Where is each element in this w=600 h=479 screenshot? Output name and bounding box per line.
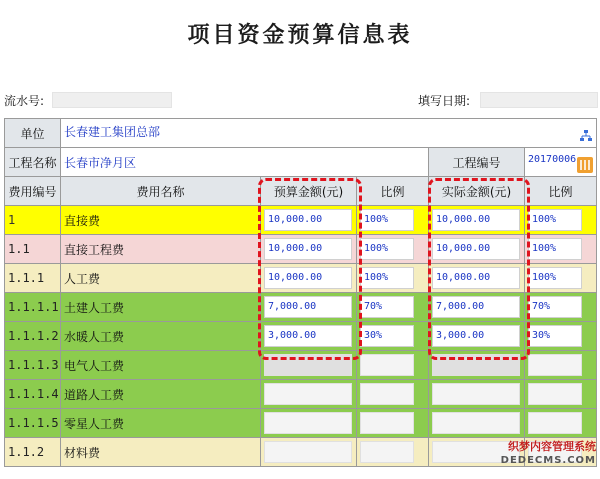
budget-amount-input[interactable]: 7,000.00	[264, 296, 352, 318]
serial-label: 流水号:	[4, 94, 45, 108]
row-name: 人工费	[61, 264, 261, 293]
project-name-value[interactable]: 长春市净月区	[64, 155, 137, 170]
table-row	[5, 235, 597, 264]
row-code: 1.1.1.1	[5, 293, 61, 322]
actual-ratio-input[interactable]: 30%	[528, 325, 582, 347]
actual-amount-input[interactable]	[432, 412, 520, 434]
budget-amount-input[interactable]	[264, 354, 352, 376]
watermark	[501, 440, 596, 468]
col-actual-header: 实际金额(元)	[429, 177, 525, 206]
col-name-header: 费用名称	[61, 177, 261, 206]
project-name-cell[interactable]	[61, 148, 429, 177]
row-code: 1.1.1	[5, 264, 61, 293]
actual-amount-input[interactable]: 3,000.00	[432, 325, 520, 347]
budget-amount-input[interactable]: 10,000.00	[264, 238, 352, 260]
row-name: 道路人工费	[61, 380, 261, 409]
row-code: 1	[5, 206, 61, 235]
project-no-value[interactable]: 20170006	[528, 154, 577, 165]
actual-ratio-input[interactable]: 100%	[528, 209, 582, 231]
table-row	[5, 264, 597, 293]
row-code: 1.1.1.4	[5, 380, 61, 409]
table-row	[5, 380, 597, 409]
org-chart-icon[interactable]	[579, 129, 593, 143]
col-actual-ratio-header: 比例	[525, 177, 597, 206]
budget-ratio-input[interactable]: 100%	[360, 209, 414, 231]
table-row	[5, 322, 597, 351]
budget-ratio-input[interactable]	[360, 383, 414, 405]
project-row	[5, 148, 597, 177]
budget-amount-input[interactable]	[264, 383, 352, 405]
project-no-label: 工程编号	[429, 148, 525, 177]
budget-amount-input[interactable]: 3,000.00	[264, 325, 352, 347]
actual-ratio-input[interactable]: 100%	[528, 238, 582, 260]
column-header-row	[5, 177, 597, 206]
budget-ratio-input[interactable]: 100%	[360, 267, 414, 289]
row-code: 1.1.1.5	[5, 409, 61, 438]
row-name: 材料费	[61, 438, 261, 467]
fill-date-field[interactable]	[480, 92, 598, 108]
col-budget-ratio-header: 比例	[357, 177, 429, 206]
unit-cell[interactable]	[61, 119, 597, 148]
row-name: 土建人工费	[61, 293, 261, 322]
row-name: 电气人工费	[61, 351, 261, 380]
row-name: 直接费	[61, 206, 261, 235]
unit-row	[5, 119, 597, 148]
row-name: 零星人工费	[61, 409, 261, 438]
page-title: 项目资金预算信息表	[187, 23, 413, 48]
table-row	[5, 351, 597, 380]
budget-amount-input[interactable]	[264, 441, 352, 463]
budget-amount-input[interactable]: 10,000.00	[264, 209, 352, 231]
actual-ratio-input[interactable]	[528, 412, 582, 434]
watermark-line1: 织梦内容管理系统	[508, 440, 596, 453]
grid-picker-icon[interactable]	[577, 157, 593, 173]
col-budget-header: 预算金额(元)	[261, 177, 357, 206]
budget-amount-input[interactable]	[264, 412, 352, 434]
project-no-cell[interactable]	[525, 148, 597, 177]
budget-ratio-input[interactable]: 30%	[360, 325, 414, 347]
budget-ratio-input[interactable]	[360, 354, 414, 376]
row-name: 直接工程费	[61, 235, 261, 264]
watermark-line2: DEDECMS.COM	[500, 455, 596, 466]
budget-table	[4, 118, 597, 467]
budget-ratio-input[interactable]: 100%	[360, 238, 414, 260]
actual-ratio-input[interactable]: 100%	[528, 267, 582, 289]
actual-ratio-input[interactable]	[528, 383, 582, 405]
col-code-header: 费用编号	[5, 177, 61, 206]
budget-ratio-input[interactable]: 70%	[360, 296, 414, 318]
actual-amount-input[interactable]	[432, 354, 520, 376]
row-code: 1.1.2	[5, 438, 61, 467]
budget-amount-input[interactable]: 10,000.00	[264, 267, 352, 289]
project-name-label: 工程名称	[5, 148, 61, 177]
actual-amount-input[interactable]	[432, 383, 520, 405]
unit-label: 单位	[5, 119, 61, 148]
budget-ratio-input[interactable]	[360, 412, 414, 434]
table-row	[5, 409, 597, 438]
row-code: 1.1.1.3	[5, 351, 61, 380]
row-name: 水暖人工费	[61, 322, 261, 351]
actual-amount-input[interactable]: 10,000.00	[432, 267, 520, 289]
table-row	[5, 293, 597, 322]
table-row	[5, 206, 597, 235]
row-code: 1.1.1.2	[5, 322, 61, 351]
actual-amount-input[interactable]: 7,000.00	[432, 296, 520, 318]
actual-ratio-input[interactable]: 70%	[528, 296, 582, 318]
actual-amount-input[interactable]: 10,000.00	[432, 209, 520, 231]
actual-amount-input[interactable]: 10,000.00	[432, 238, 520, 260]
actual-ratio-input[interactable]	[528, 354, 582, 376]
row-code: 1.1	[5, 235, 61, 264]
unit-value[interactable]: 长春建工集团总部	[64, 125, 161, 139]
fill-date-label: 填写日期:	[418, 94, 471, 108]
serial-field[interactable]	[52, 92, 172, 108]
budget-ratio-input[interactable]	[360, 441, 414, 463]
